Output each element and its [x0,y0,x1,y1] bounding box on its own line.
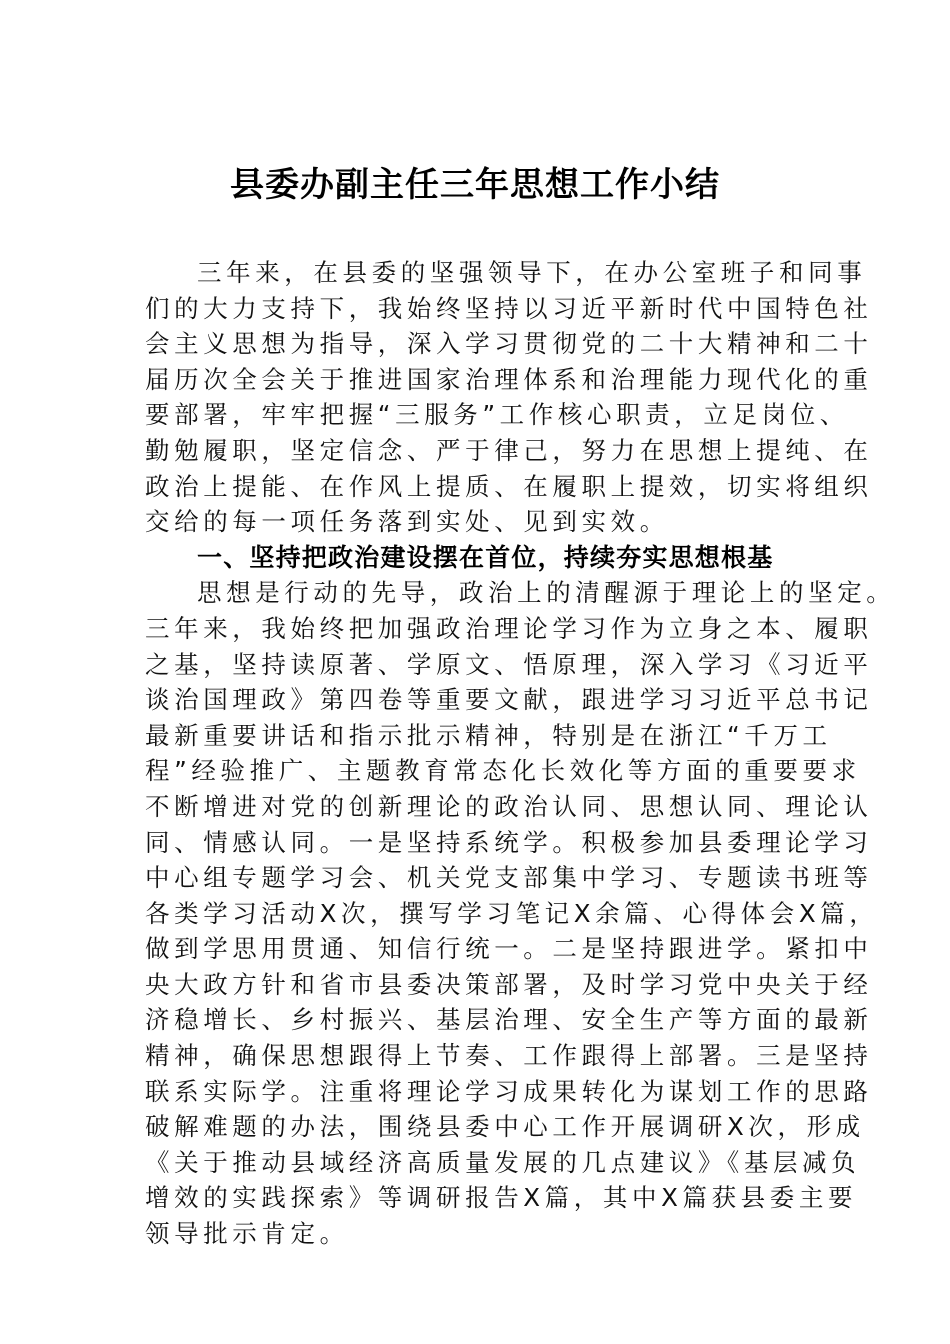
document-title: 县委办副主任三年思想工作小结 [230,165,720,205]
text-line: 不断增进对党的创新理论的政治认同、思想认同、理论认 [145,791,873,821]
text-line: 联系实际学。注重将理论学习成果转化为谋划工作的思路 [145,1076,873,1106]
text-line: 济稳增长、乡村振兴、基层治理、安全生产等方面的最新 [145,1005,873,1035]
text-line: 同、情感认同。一是坚持系统学。积极参加县委理论学习 [145,827,873,857]
text-line: 《关于推动县域经济高质量发展的几点建议》《基层减负 [145,1147,861,1177]
text-line: 中心组专题学习会、机关党支部集中学习、专题读书班等 [145,863,873,893]
text-line: 做到学思用贯通、知信行统一。二是坚持跟进学。紧扣中 [145,934,873,964]
text-line: 三年来，在县委的坚强领导下，在办公室班子和同事 [197,258,867,287]
text-line: 交给的每一项任务落到实处、见到实效。 [145,507,669,537]
text-line: 领导批示肯定。 [145,1219,349,1249]
text-line: 之基，坚持读原著、学原文、悟原理，深入学习《习近平 [145,649,873,679]
text-line: 政治上提能、在作风上提质、在履职上提效，切实将组织 [145,471,873,501]
text-line: 最新重要讲话和指示批示精神，特别是在浙江“千万工 [145,720,832,750]
text-line: 谈治国理政》第四卷等重要文献，跟进学习习近平总书记 [145,685,873,715]
text-line: 破解难题的办法，围绕县委中心工作开展调研X次，形成 [145,1112,865,1142]
text-line: 思想是行动的先导，政治上的清醒源于理论上的坚定。 [197,578,896,608]
document-body [145,255,896,1252]
text-line: 三年来，我始终把加强政治理论学习作为立身之本、履职 [145,613,873,643]
paragraph-intro [145,255,873,540]
text-line: 会主义思想为指导，深入学习贯彻党的二十大精神和二十 [145,329,873,359]
paragraph-section-1 [145,575,896,1251]
text-line: 央大政方针和省市县委决策部署，及时学习党中央关于经 [145,969,873,999]
text-line: 各类学习活动X次，撰写学习笔记X余篇、心得体会X篇， [145,898,879,928]
text-line: 勤勉履职，坚定信念、严于律己，努力在思想上提纯、在 [145,435,873,465]
text-line: 程”经验推广、主题教育常态化长效化等方面的重要要求 [145,756,861,786]
text-line: 精神，确保思想跟得上节奏、工作跟得上部署。三是坚持 [145,1041,873,1071]
text-line: 届历次全会关于推进国家治理体系和治理能力现代化的重 [145,364,873,394]
text-line: 们的大力支持下，我始终坚持以习近平新时代中国特色社 [145,293,873,323]
section-heading: 一、坚持把政治建设摆在首位，持续夯实思想根基 [197,542,774,572]
text-line: 要部署，牢牢把握“三服务”工作核心职责，立足岗位、 [145,400,849,430]
text-line: 增效的实践探索》等调研报告X篇，其中X篇获县委主要 [145,1183,858,1213]
